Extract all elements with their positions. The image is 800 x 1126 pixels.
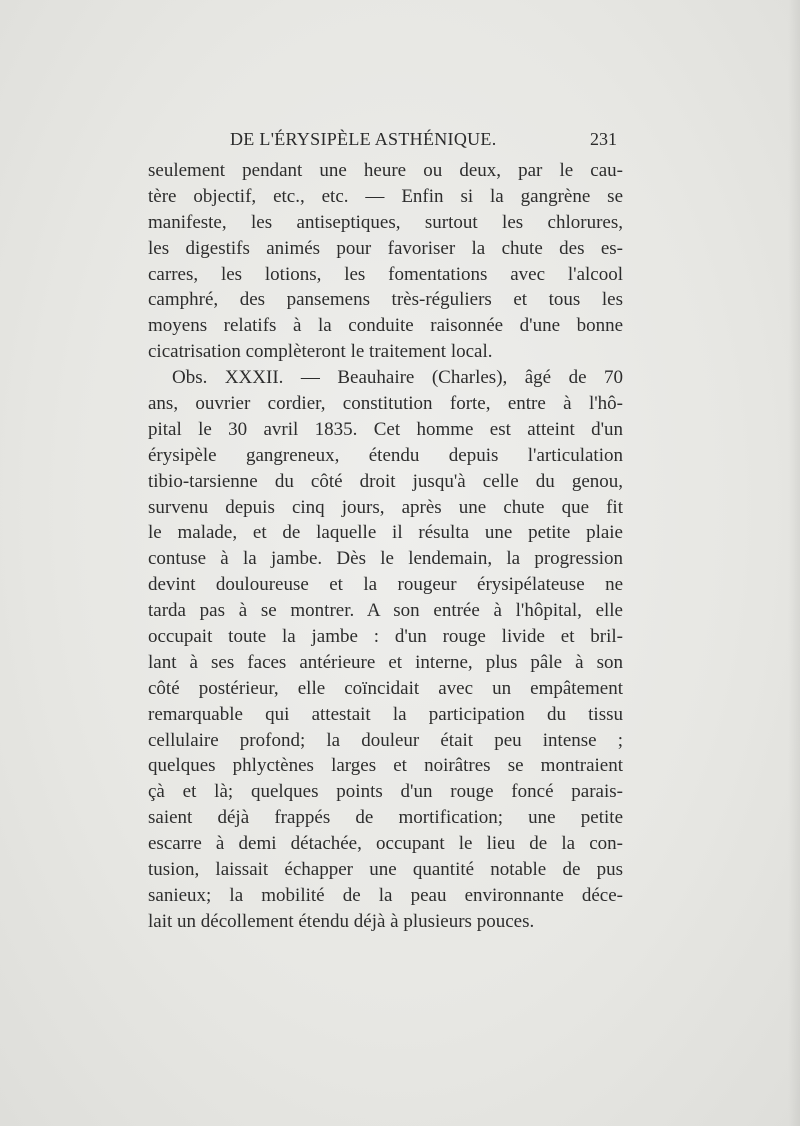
text-line: tusion, laissait échapper une quantité notable de pus [148,859,623,881]
observation-heading-line: Obs. XXXII. — Beauhaire (Charles), âgé de 70 [172,367,623,389]
body-text [148,158,623,935]
running-title: DE L'ÉRYSIPÈLE ASTHÉNIQUE. [230,129,497,149]
text-line: devint douloureuse et la rougeur érysipélateuse ne [148,574,623,596]
page-edge-shadow [788,0,800,1126]
text-line: contuse à la jambe. Dès le lendemain, la progression [148,548,623,570]
text-line: les digestifs animés pour favoriser la chute des es- [148,237,623,259]
text-line: tibio-tarsienne du côté droit jusqu'à celle du genou, [148,470,623,492]
text-line: camphré, des pansemens très-réguliers et tous les [148,289,623,311]
text-line: quelques phlyctènes larges et noirâtres se montraient [148,755,623,777]
text-line: survenu depuis cinq jours, après une chute que fit [148,496,623,518]
text-line: pital le 30 avril 1835. Cet homme est atteint d'un [148,418,623,440]
text-line: lait un décollement étendu déjà à plusieurs pouces. [148,910,535,932]
text-line: lant à ses faces antérieure et interne, plus pâle à son [148,651,623,673]
text-line: le malade, et de laquelle il résulta une petite plaie [148,522,623,544]
text-line: occupait toute la jambe : d'un rouge livide et bril- [148,626,623,648]
text-line: tère objectif, etc., etc. — Enfin si la gangrène se [148,185,623,207]
text-line: cellulaire profond; la douleur était peu intense ; [148,729,623,751]
text-line: seulement pendant une heure ou deux, par le cau- [148,160,623,181]
page-number: 231 [590,129,617,149]
text-line: remarquable qui attestait la participation du tissu [148,703,623,725]
text-line: tarda pas à se montrer. A son entrée à l'hôpital, elle [148,600,623,622]
text-line: carres, les lotions, les fomentations avec l'alcool [148,263,623,285]
text-line: escarre à demi détachée, occupant le lieu de la con- [148,833,623,855]
text-line: cicatrisation complèteront le traitement local. [148,341,493,363]
text-line: moyens relatifs à la conduite raisonnée d'une bonne [148,315,623,337]
text-line: çà et là; quelques points d'un rouge foncé parais- [148,781,623,803]
text-line: saient déjà frappés de mortification; une petite [148,807,623,829]
text-line: manifeste, les antiseptiques, surtout les chlorures, [148,211,623,233]
text-line: érysipèle gangreneux, étendu depuis l'articulation [148,444,623,466]
text-line: sanieux; la mobilité de la peau environnante déce- [148,884,623,906]
text-line: ans, ouvrier cordier, constitution forte, entre à l'hô- [148,393,623,415]
text-line: côté postérieur, elle coïncidait avec un empâtement [148,677,623,699]
